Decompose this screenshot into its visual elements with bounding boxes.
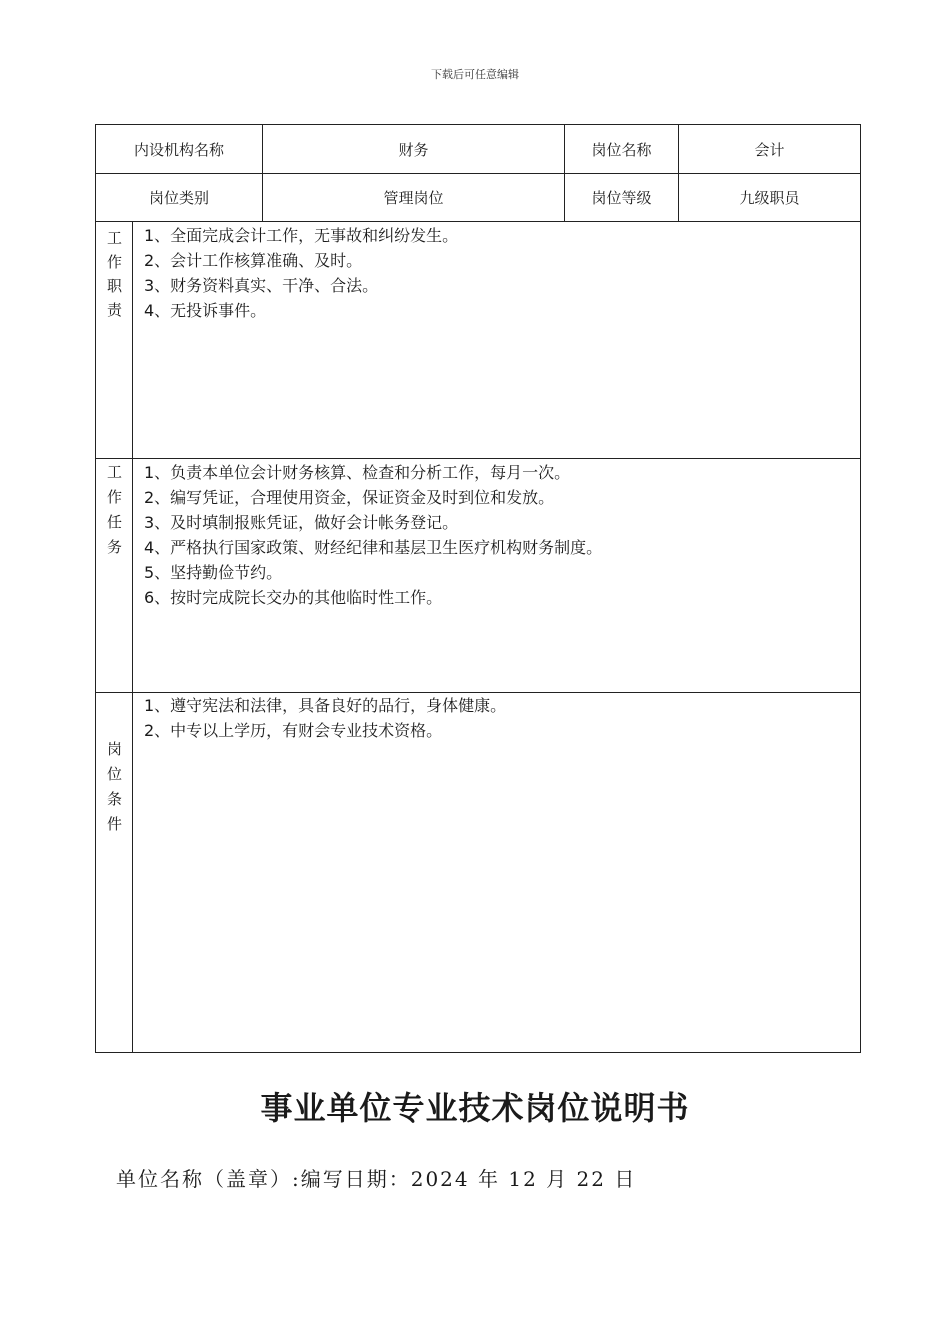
section-label-char: 任 (106, 513, 122, 531)
section-tasks-body (144, 460, 854, 610)
list-item: 2、编写凭证，合理使用资金，保证资金及时到位和发放。 (144, 488, 555, 507)
section-label-char: 工 (106, 229, 122, 247)
list-item: 1、全面完成会计工作，无事故和纠纷发生。 (144, 226, 459, 245)
section-conditions-label (96, 693, 133, 1052)
list-item: 3、财务资料真实、干净、合法。 (144, 276, 379, 295)
list-item: 3、及时填制报账凭证，做好会计帐务登记。 (144, 513, 459, 532)
table-row-category (96, 174, 860, 222)
section-tasks-label (96, 459, 133, 692)
list-item: 6、按时完成院长交办的其他临时性工作。 (144, 588, 443, 607)
section-conditions (96, 693, 860, 1052)
section-conditions-body (144, 693, 854, 743)
section-label-char: 务 (106, 538, 122, 556)
position-grade-value: 九级职员 (739, 189, 800, 207)
section-label-char: 作 (106, 253, 122, 271)
position-name-label: 岗位名称 (565, 125, 679, 173)
department-value: 财务 (263, 125, 565, 173)
section-label-char: 作 (106, 488, 122, 506)
header-note: 下载后可任意编辑 (431, 68, 519, 81)
position-category-label: 岗位类别 (96, 174, 263, 221)
table-row-department (96, 125, 860, 174)
section-label-char: 件 (106, 815, 122, 833)
section-duties-body (144, 223, 854, 323)
list-item: 1、遵守宪法和法律，具备良好的品行，身体健康。 (144, 696, 507, 715)
job-description-table (95, 124, 861, 1053)
list-item: 1、负责本单位会计财务核算、检查和分析工作，每月一次。 (144, 463, 571, 482)
position-category-value: 管理岗位 (263, 174, 565, 221)
list-item: 2、会计工作核算准确、及时。 (144, 251, 363, 270)
section-label-char: 职 (106, 277, 122, 295)
list-item: 4、无投诉事件。 (144, 301, 267, 320)
position-name-value: 会计 (754, 140, 785, 159)
section-duties (96, 222, 860, 459)
section-label-char: 工 (106, 463, 122, 481)
list-item: 4、严格执行国家政策、财经纪律和基层卫生医疗机构财务制度。 (144, 538, 603, 557)
section-tasks (96, 459, 860, 693)
section-duties-label (96, 222, 133, 458)
position-grade-label: 岗位等级 (565, 174, 679, 221)
section-label-char: 条 (106, 790, 122, 808)
section-label-char: 位 (106, 765, 122, 783)
list-item: 2、中专以上学历，有财会专业技术资格。 (144, 721, 443, 740)
document-title: 事业单位专业技术岗位说明书 (260, 1089, 690, 1127)
unit-and-date-line: 单位名称（盖章）:编写日期：2024 年 12 月 22 日 (116, 1167, 637, 1191)
list-item: 5、坚持勤俭节约。 (144, 563, 283, 582)
section-label-char: 责 (106, 301, 122, 319)
department-label: 内设机构名称 (96, 125, 263, 173)
section-label-char: 岗 (106, 740, 122, 758)
